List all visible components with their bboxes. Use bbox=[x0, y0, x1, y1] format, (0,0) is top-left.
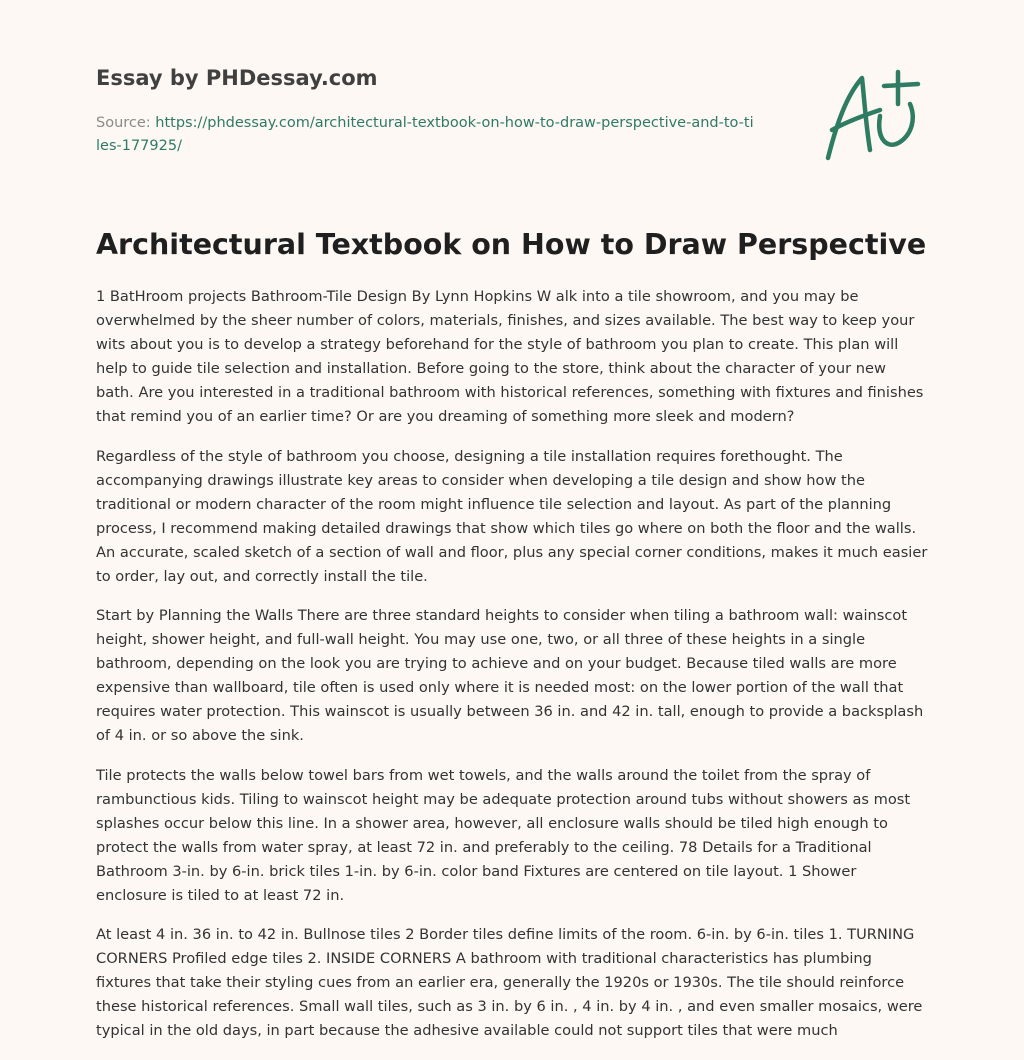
site-brand: Essay by PHDessay.com bbox=[96, 66, 378, 90]
source-link[interactable]: https://phdessay.com/architectural-textbook-on-how-to-draw-perspective-and-to-tiles-177925/ bbox=[96, 115, 754, 154]
paragraph: At least 4 in. 36 in. to 42 in. Bullnose tiles 2 Border tiles define limits of the room. 6-in. by 6-in. tiles 1. TURNING CORNERS Profiled edge tiles 2. INSIDE CORNERS A bathroom with traditional characteristics has plumbing fixtures that take their styling cues from an earlier era, generally the 1920s or 1930s. The tile should reinforce these historical references. Small wall tiles, such as 3 in. by 6 in. , 4 in. by 4 in. , and even smaller mosaics, were typical in the old days, in part because the adhesive available could not support tiles that were much bbox=[96, 926, 923, 1040]
paragraph: 1 BatHroom projects Bathroom-Tile Design By Lynn Hopkins W alk into a tile showroom, and you may be overwhelmed by the sheer number of colors, materials, finishes, and sizes available. The best way to keep your wits about you is to develop a strategy beforehand for the style of bathroom you plan to create. This plan will help to guide tile selection and installation. Before going to the store, think about the character of your new bath. Are you interested in a traditional bathroom with historical references, something with fixtures and finishes that remind you of an earlier time? Or are you dreaming of something more sleek and modern? bbox=[96, 288, 924, 425]
a-plus-grade-icon bbox=[818, 66, 928, 166]
source-line bbox=[96, 112, 756, 158]
paragraph: Tile protects the walls below towel bars from wet towels, and the walls around the toilet from the spray of rambunctious kids. Tiling to wainscot height may be adequate protection around tubs without showers as most splashes occur below this line. In a shower area, however, all enclosure walls should be tiled high enough to protect the walls from water spray, at least 72 in. and preferably to the ceiling. 78 Details for a Traditional Bathroom 3-in. by 6-in. brick tiles 1-in. by 6-in. color band Fixtures are centered on tile layout. 1 Shower enclosure is tiled to at least 72 in. bbox=[96, 766, 911, 904]
article-title: Architectural Textbook on How to Draw Perspective bbox=[96, 228, 927, 261]
source-label: Source: bbox=[96, 115, 151, 131]
document-header bbox=[96, 64, 796, 158]
article-body bbox=[96, 285, 928, 1059]
paragraph: Regardless of the style of bathroom you choose, designing a tile installation requires forethought. The accompanying drawings illustrate key areas to consider when developing a tile design and show how the traditional or modern character of the room might influence tile selection and layout. As part of the planning process, I recommend making detailed drawings that show which tiles go where on both the floor and the walls. An accurate, scaled sketch of a section of wall and floor, plus any special corner conditions, makes it much easier to order, lay out, and correctly install the tile. bbox=[96, 447, 928, 585]
paragraph: Start by Planning the Walls There are three standard heights to consider when tiling a bathroom wall: wainscot height, shower height, and full-wall height. You may use one, two, or all three of these heights in a single bathroom, depending on the look you are trying to achieve and on your budget. Because tiled walls are more expensive than wallboard, tile often is used only where it is needed most: on the lower portion of the wall that requires water protection. This wainscot is usually between 36 in. and 42 in. tall, enough to provide a backsplash of 4 in. or so above the sink. bbox=[96, 607, 924, 745]
